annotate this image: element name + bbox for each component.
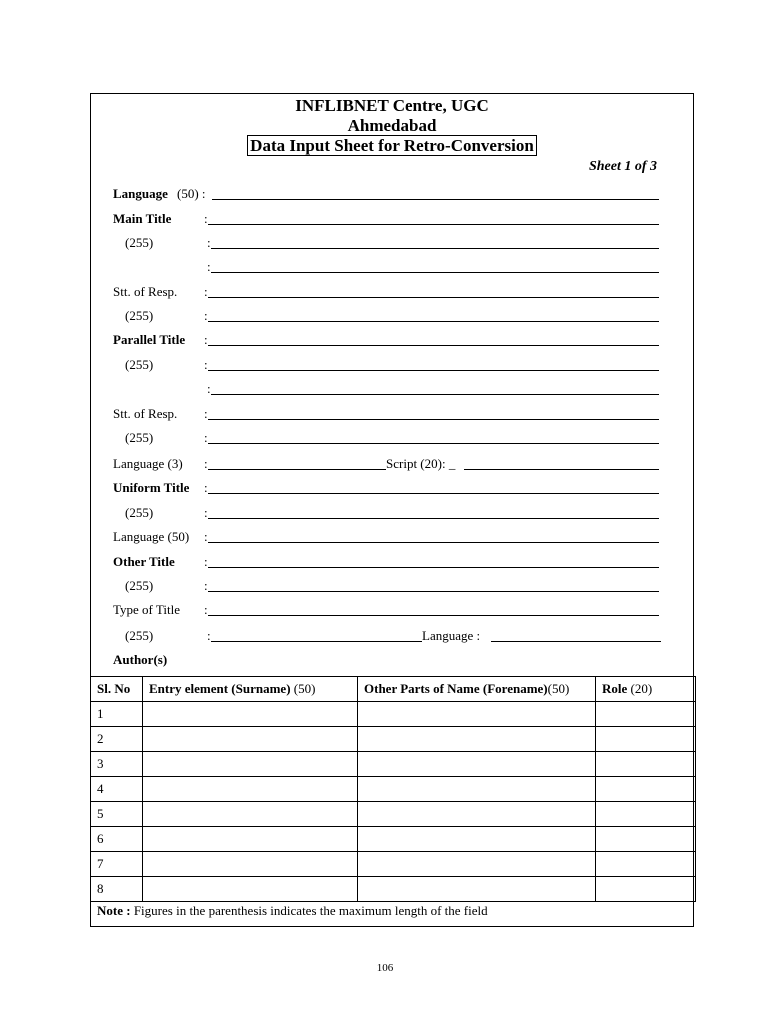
type-of-title-input[interactable] <box>208 615 659 616</box>
field-main-title <box>113 210 659 228</box>
header-city: Ahmedabad <box>347 116 437 135</box>
table-row <box>91 752 696 777</box>
colon: : <box>207 381 211 396</box>
language-inline-label: Language : <box>422 628 481 643</box>
parallel-title-input-3[interactable] <box>211 394 659 395</box>
field-stt-resp-b-line2 <box>113 429 659 447</box>
row-number: 8 <box>91 877 143 902</box>
language3-input[interactable] <box>208 469 386 470</box>
sheet-number: Sheet 1 of 3 <box>588 159 657 174</box>
colon: : <box>204 332 208 347</box>
col-other-parts-label: Other Parts of Name (Forename) <box>364 681 548 696</box>
col-role-label: Role <box>602 681 628 696</box>
col-other-parts <box>358 677 596 702</box>
col-sl-no: Sl. No <box>91 677 143 702</box>
colon: : <box>207 259 211 274</box>
forename-cell[interactable] <box>358 752 596 777</box>
note-text: Figures in the parenthesis indicates the maximum length of the field <box>130 903 488 918</box>
field-main-title-line3 <box>113 258 659 276</box>
role-cell[interactable] <box>596 802 696 827</box>
parallel-title-length: (255) <box>125 357 154 372</box>
language-input[interactable] <box>212 199 659 200</box>
other-title-input-2[interactable] <box>208 591 659 592</box>
row-number: 7 <box>91 852 143 877</box>
language-label: Language <box>113 186 168 201</box>
field-uniform-title-line2 <box>113 504 659 522</box>
surname-cell[interactable] <box>143 702 358 727</box>
role-cell[interactable] <box>596 752 696 777</box>
field-stt-resp <box>113 283 659 301</box>
row-number: 4 <box>91 777 143 802</box>
stt-resp-input[interactable] <box>208 297 659 298</box>
surname-cell[interactable] <box>143 827 358 852</box>
type-of-title-length: (255) <box>125 628 154 643</box>
field-type-of-title <box>113 601 659 619</box>
note-label: Note : <box>97 903 131 918</box>
main-title-length: (255) <box>125 235 154 250</box>
field-parallel-title-line3 <box>113 380 659 398</box>
col-other-parts-length: (50) <box>547 681 570 696</box>
forename-cell[interactable] <box>358 777 596 802</box>
field-uniform-title <box>113 479 659 497</box>
col-entry-element-label: Entry element (Surname) <box>149 681 291 696</box>
uniform-title-input-2[interactable] <box>208 518 659 519</box>
field-stt-resp-line2 <box>113 307 659 325</box>
language-length: (50) : <box>177 186 206 201</box>
row-number: 6 <box>91 827 143 852</box>
uniform-title-length: (255) <box>125 505 154 520</box>
uniform-title-label: Uniform Title <box>113 480 190 495</box>
role-cell[interactable] <box>596 702 696 727</box>
colon: : <box>204 554 208 569</box>
colon: : <box>204 406 208 421</box>
colon: : <box>204 430 208 445</box>
role-cell[interactable] <box>596 727 696 752</box>
stt-resp-label: Stt. of Resp. <box>113 284 178 299</box>
footnote <box>97 903 488 919</box>
role-cell[interactable] <box>596 877 696 902</box>
field-parallel-title-line2 <box>113 356 659 374</box>
role-cell[interactable] <box>596 827 696 852</box>
table-row <box>91 827 696 852</box>
row-number: 1 <box>91 702 143 727</box>
header-title <box>91 136 693 156</box>
forename-cell[interactable] <box>358 802 596 827</box>
other-title-input[interactable] <box>208 567 659 568</box>
colon: : <box>204 529 208 544</box>
table-row <box>91 702 696 727</box>
colon: : <box>204 211 208 226</box>
row-number: 2 <box>91 727 143 752</box>
other-title-length: (255) <box>125 578 154 593</box>
language3-label: Language (3) <box>113 456 183 471</box>
surname-cell[interactable] <box>143 777 358 802</box>
main-title-input[interactable] <box>208 224 659 225</box>
role-cell[interactable] <box>596 777 696 802</box>
field-language-script <box>113 455 659 473</box>
data-input-sheet <box>90 93 694 927</box>
main-title-input-2[interactable] <box>211 248 659 249</box>
parallel-title-input[interactable] <box>208 345 659 346</box>
surname-cell[interactable] <box>143 877 358 902</box>
authors-table <box>90 676 696 902</box>
page-number: 106 <box>376 962 394 974</box>
surname-cell[interactable] <box>143 752 358 777</box>
table-row <box>91 852 696 877</box>
main-title-label: Main Title <box>113 211 172 226</box>
header-institution: INFLIBNET Centre, UGC <box>295 96 489 115</box>
table-row <box>91 727 696 752</box>
authors-heading-row <box>113 651 313 669</box>
colon: : <box>204 505 208 520</box>
field-parallel-title <box>113 331 659 349</box>
row-number: 3 <box>91 752 143 777</box>
colon: : <box>204 308 208 323</box>
stt-resp-input-2[interactable] <box>208 321 659 322</box>
script-input[interactable] <box>464 469 659 470</box>
colon: : <box>204 456 208 471</box>
colon: : <box>204 578 208 593</box>
authors-table-header <box>91 677 696 702</box>
field-other-title <box>113 553 659 571</box>
stt-resp-length: (255) <box>125 430 154 445</box>
parallel-title-label: Parallel Title <box>113 332 186 347</box>
type-of-title-input-2[interactable] <box>211 641 422 642</box>
colon: : <box>204 480 208 495</box>
type-of-title-label: Type of Title <box>113 602 180 617</box>
forename-cell[interactable] <box>358 827 596 852</box>
colon: : <box>204 357 208 372</box>
role-cell[interactable] <box>596 852 696 877</box>
main-title-input-3[interactable] <box>211 272 659 273</box>
stt-resp-length: (255) <box>125 308 154 323</box>
col-entry-element-length: (50) <box>293 681 316 696</box>
stt-resp-label: Stt. of Resp. <box>113 406 178 421</box>
parallel-title-input-2[interactable] <box>208 370 659 371</box>
stt-resp-input[interactable] <box>208 419 659 420</box>
language-inline-input[interactable] <box>491 641 661 642</box>
script-label: Script (20): _ <box>386 456 456 471</box>
stt-resp-input-2[interactable] <box>208 443 659 444</box>
surname-cell[interactable] <box>143 802 358 827</box>
row-number: 5 <box>91 802 143 827</box>
colon: : <box>204 602 208 617</box>
surname-cell[interactable] <box>143 852 358 877</box>
table-row <box>91 777 696 802</box>
uniform-title-input[interactable] <box>208 493 659 494</box>
language50-input[interactable] <box>208 542 659 543</box>
table-row <box>91 802 696 827</box>
colon: : <box>204 284 208 299</box>
field-language <box>113 185 659 203</box>
field-other-title-line2 <box>113 577 659 595</box>
field-stt-resp-b <box>113 405 659 423</box>
language50-label: Language (50) <box>113 529 190 544</box>
other-title-label: Other Title <box>113 554 175 569</box>
surname-cell[interactable] <box>143 727 358 752</box>
forename-cell[interactable] <box>358 877 596 902</box>
colon: : <box>207 628 211 643</box>
authors-heading: Author(s) <box>113 652 168 667</box>
field-type-of-title-line2 <box>113 627 661 645</box>
table-row <box>91 877 696 902</box>
forename-cell[interactable] <box>358 852 596 877</box>
colon: : <box>207 235 211 250</box>
forename-cell[interactable] <box>358 727 596 752</box>
col-role <box>596 677 696 702</box>
col-role-length: (20) <box>630 681 653 696</box>
forename-cell[interactable] <box>358 702 596 727</box>
sheet-title: Data Input Sheet for Retro-Conversion <box>247 135 537 156</box>
col-entry-element <box>143 677 358 702</box>
field-main-title-line2 <box>113 234 659 252</box>
field-language-50 <box>113 528 659 546</box>
